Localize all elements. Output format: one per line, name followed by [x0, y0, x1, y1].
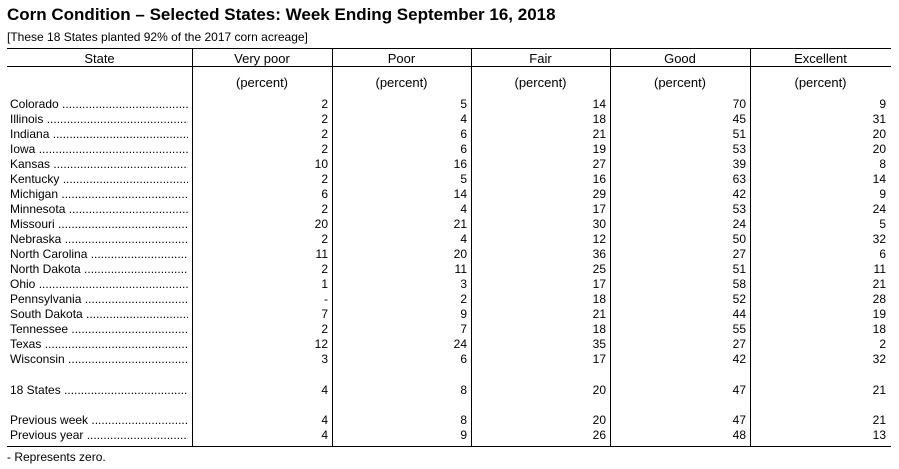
- state-name: Pennsylvania .....: [10, 292, 188, 307]
- cell-value: 2: [321, 322, 328, 336]
- cell-value: 30: [592, 217, 606, 231]
- table-row: [0, 322, 899, 337]
- cell-value: 21: [592, 307, 606, 321]
- cell-value: 16: [592, 172, 606, 186]
- cell-value: 11: [454, 262, 467, 276]
- cell-value: 5: [460, 172, 467, 186]
- state-name: North Carolina .....: [10, 247, 188, 262]
- cell-value: 12: [592, 232, 606, 246]
- table-row: [0, 428, 899, 443]
- cell-value: 6: [460, 352, 467, 366]
- table-row: [0, 262, 899, 277]
- cell-value: 18: [872, 322, 886, 336]
- cell-value: 42: [732, 187, 746, 201]
- cell-value: 14: [453, 187, 467, 201]
- unit-label: (percent): [235, 75, 289, 90]
- cell-value: 21: [872, 413, 886, 427]
- cell-value: 50: [732, 232, 746, 246]
- cell-value: 51: [732, 127, 746, 141]
- cell-value: 2: [321, 112, 328, 126]
- cell-value: 32: [872, 232, 886, 246]
- table-title: Corn Condition – Selected States: Week Ending September 16, 2018: [7, 5, 556, 24]
- cell-value: 29: [592, 187, 606, 201]
- cell-value: 10: [314, 157, 328, 171]
- state-name: Missouri .....: [10, 217, 188, 232]
- table-row: [0, 247, 899, 262]
- table-row: [0, 277, 899, 292]
- cell-value: 2: [321, 142, 328, 156]
- cell-value: 6: [879, 247, 886, 261]
- cell-value: 4: [321, 413, 328, 427]
- cell-value: 28: [872, 292, 886, 306]
- cell-value: 17: [592, 277, 606, 291]
- table-row: [0, 413, 899, 428]
- state-name: Indiana .....: [10, 127, 188, 142]
- cell-value: 20: [872, 127, 886, 141]
- state-name: Tennessee .....: [10, 322, 188, 337]
- state-name: Wisconsin .....: [10, 352, 188, 367]
- state-name: Ohio .....: [10, 277, 188, 292]
- cell-value: 1: [321, 277, 328, 291]
- unit-label: (percent): [375, 75, 428, 90]
- cell-value: 5: [879, 217, 886, 231]
- cell-value: 52: [732, 292, 746, 306]
- table-row: [0, 187, 899, 202]
- table-row: [0, 172, 899, 187]
- state-name: Illinois .....: [10, 112, 188, 127]
- cell-value: 9: [460, 428, 467, 442]
- state-name: North Dakota .....: [10, 262, 188, 277]
- cell-value: 21: [592, 127, 606, 141]
- cell-value: 16: [453, 157, 467, 171]
- cell-value: 21: [872, 277, 886, 291]
- header-rule: [7, 66, 891, 67]
- state-name: Kentucky .....: [10, 172, 188, 187]
- cell-value: 26: [592, 428, 606, 442]
- cell-value: 53: [732, 202, 746, 216]
- header-very-poor: Very poor: [234, 51, 290, 66]
- cell-value: 3: [460, 277, 467, 291]
- cell-value: 27: [592, 157, 606, 171]
- cell-value: 2: [321, 97, 328, 111]
- cell-value: 3: [321, 352, 328, 366]
- cell-value: 58: [732, 277, 746, 291]
- cell-value: 2: [321, 172, 328, 186]
- cell-value: 24: [732, 217, 746, 231]
- cell-value: 18: [592, 322, 606, 336]
- table-row: [0, 142, 899, 157]
- cell-value: 36: [592, 247, 606, 261]
- table-row: [0, 337, 899, 352]
- cell-value: 9: [879, 187, 886, 201]
- bottom-rule: [7, 446, 891, 447]
- cell-value: 17: [592, 352, 606, 366]
- cell-value: 20: [314, 217, 328, 231]
- cell-value: 47: [732, 383, 746, 397]
- cell-value: 53: [732, 142, 746, 156]
- cell-value: 18: [592, 292, 606, 306]
- cell-value: 2: [321, 262, 328, 276]
- state-name: Previous year .....: [10, 428, 188, 443]
- cell-value: 20: [592, 383, 606, 397]
- cell-value: 2: [879, 337, 886, 351]
- table-subtitle: [These 18 States planted 92% of the 2017 corn acreage]: [7, 30, 308, 44]
- header-poor: Poor: [387, 51, 416, 66]
- cell-value: 2: [321, 127, 328, 141]
- cell-value: 8: [460, 383, 467, 397]
- cell-value: 6: [460, 127, 467, 141]
- cell-value: 63: [732, 172, 746, 186]
- unit-label: (percent): [514, 75, 567, 90]
- cell-value: 70: [732, 97, 746, 111]
- state-name: Previous week .....: [10, 413, 188, 428]
- cell-value: 17: [592, 202, 606, 216]
- header-state: State: [84, 51, 115, 66]
- state-name: Colorado .....: [10, 97, 188, 112]
- state-name: Texas .....: [10, 337, 188, 352]
- table-row: [0, 127, 899, 142]
- cell-value: 11: [315, 247, 328, 261]
- header-good: Good: [664, 51, 696, 66]
- cell-value: 13: [872, 428, 886, 442]
- table-row: [0, 352, 899, 367]
- cell-value: 11: [873, 262, 886, 276]
- cell-value: 24: [872, 202, 886, 216]
- cell-value: 55: [732, 322, 746, 336]
- footnote: - Represents zero.: [7, 450, 106, 464]
- cell-value: 20: [453, 247, 467, 261]
- state-name: Nebraska .....: [10, 232, 188, 247]
- cell-value: 9: [460, 307, 467, 321]
- table-row: [0, 307, 899, 322]
- cell-value: 9: [879, 97, 886, 111]
- state-name: South Dakota .....: [10, 307, 188, 322]
- cell-value: 4: [321, 383, 328, 397]
- cell-value: 4: [460, 202, 467, 216]
- cell-value: 7: [321, 307, 328, 321]
- cell-value: 8: [460, 413, 467, 427]
- cell-value: 7: [460, 322, 467, 336]
- cell-value: 4: [321, 428, 328, 442]
- state-name: Kansas .....: [10, 157, 188, 172]
- table-row: [0, 112, 899, 127]
- cell-value: 14: [872, 172, 886, 186]
- cell-value: 42: [732, 352, 746, 366]
- cell-value: 44: [732, 307, 746, 321]
- cell-value: 39: [732, 157, 746, 171]
- cell-value: 20: [592, 413, 606, 427]
- state-name: Michigan .....: [10, 187, 188, 202]
- table-row: [0, 157, 899, 172]
- unit-label: (percent): [794, 75, 847, 90]
- top-rule: [7, 48, 891, 49]
- cell-value: 32: [872, 352, 886, 366]
- table-row: [0, 97, 899, 112]
- cell-value: 20: [872, 142, 886, 156]
- cell-value: 48: [732, 428, 746, 442]
- cell-value: 25: [592, 262, 606, 276]
- cell-value: 14: [592, 97, 606, 111]
- header-excellent: Excellent: [794, 51, 847, 66]
- cell-value: 31: [872, 112, 886, 126]
- cell-value: 51: [732, 262, 746, 276]
- cell-value: 45: [732, 112, 746, 126]
- table-row: [0, 383, 899, 398]
- cell-value: 27: [732, 337, 746, 351]
- cell-value: 4: [460, 112, 467, 126]
- state-name: Minnesota .....: [10, 202, 188, 217]
- state-name: 18 States .....: [10, 383, 188, 398]
- cell-value: 18: [592, 112, 606, 126]
- cell-value: 35: [592, 337, 606, 351]
- cell-value: 5: [460, 97, 467, 111]
- table-row: [0, 232, 899, 247]
- cell-value: -: [324, 292, 328, 306]
- cell-value: 6: [321, 187, 328, 201]
- cell-value: 27: [732, 247, 746, 261]
- cell-value: 19: [872, 307, 886, 321]
- cell-value: 6: [460, 142, 467, 156]
- cell-value: 12: [314, 337, 328, 351]
- cell-value: 21: [453, 217, 467, 231]
- state-name: Iowa .....: [10, 142, 188, 157]
- cell-value: 2: [321, 202, 328, 216]
- header-fair: Fair: [529, 51, 552, 66]
- cell-value: 47: [732, 413, 746, 427]
- unit-label: (percent): [653, 75, 707, 90]
- cell-value: 21: [872, 383, 886, 397]
- cell-value: 2: [460, 292, 467, 306]
- cell-value: 24: [453, 337, 467, 351]
- cell-value: 4: [460, 232, 467, 246]
- cell-value: 2: [321, 232, 328, 246]
- table-row: [0, 292, 899, 307]
- table-row: [0, 202, 899, 217]
- table-row: [0, 217, 899, 232]
- cell-value: 8: [879, 157, 886, 171]
- cell-value: 19: [592, 142, 606, 156]
